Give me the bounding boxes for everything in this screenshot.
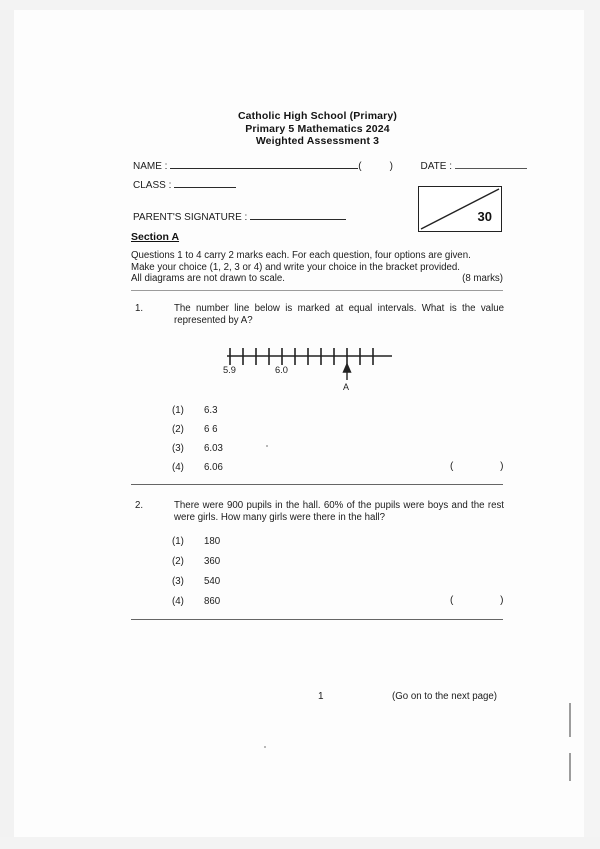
scan-artifact-mark-lower: [569, 753, 571, 781]
question-2-option-2-key: (2): [172, 556, 184, 567]
instructions-line-2: Make your choice (1, 2, 3 or 4) and write your choice in the bracket provided.: [131, 261, 461, 273]
scan-artifact-mark-upper: [569, 703, 571, 737]
question-1-option-3[interactable]: [172, 443, 223, 454]
question-1-option-4-key: (4): [172, 462, 184, 473]
parent-signature-row: [133, 210, 346, 223]
assessment-title: Weighted Assessment 3: [255, 135, 380, 147]
question-1-option-1-key: (1): [172, 405, 184, 416]
document-header: [130, 110, 505, 148]
question-2-option-4-value: 860: [204, 596, 221, 607]
question-1-answer-bracket[interactable]: ( ): [450, 461, 526, 472]
question-1-option-2-value: 6 6: [204, 424, 218, 435]
question-1-text: The number line below is marked at equal intervals. What is the value represented by A?: [174, 303, 504, 326]
name-field-row: [133, 159, 527, 172]
parent-signature-input[interactable]: [250, 210, 346, 220]
question-2-number: 2.: [135, 500, 144, 511]
question-1-option-1[interactable]: [172, 405, 217, 416]
school-name: Catholic High School (Primary): [237, 110, 398, 122]
section-marks-note: (8 marks): [462, 273, 503, 285]
question-1-option-3-key: (3): [172, 443, 184, 454]
question-2-option-2[interactable]: [172, 556, 220, 567]
divider-after-instructions: [131, 290, 503, 291]
instructions-line-1: Questions 1 to 4 carry 2 marks each. For each question, four options are given.: [131, 250, 471, 261]
page-number: 1: [318, 691, 324, 702]
question-1-number: 1.: [135, 303, 144, 314]
question-1-option-2[interactable]: [172, 424, 217, 435]
number-line-label-low: 5.9: [223, 365, 236, 375]
name-input[interactable]: [170, 159, 358, 169]
question-2-option-1-key: (1): [172, 536, 184, 547]
instructions-line-3: All diagrams are not drawn to scale.: [131, 273, 285, 285]
question-2-option-1[interactable]: [172, 536, 220, 547]
name-label: NAME :: [133, 161, 168, 172]
question-2-option-3-value: 540: [204, 576, 221, 587]
parent-signature-label: PARENT'S SIGNATURE :: [133, 212, 248, 223]
question-1-number-line-diagram: [222, 344, 397, 396]
scan-speck-lower: [264, 746, 266, 748]
subject-line: Primary 5 Mathematics 2024: [245, 122, 390, 135]
question-2-option-2-value: 360: [204, 556, 221, 567]
question-2-text: There were 900 pupils in the hall. 60% of the pupils were boys and the rest were girls. How many girls were there in the hall?: [174, 500, 504, 523]
section-a-heading: Section A: [131, 231, 180, 243]
divider-after-question-2: [131, 619, 503, 620]
question-1-option-3-value: 6.03: [204, 443, 223, 454]
number-line-pointer-label: A: [343, 382, 350, 392]
continue-note: (Go on to the next page): [392, 691, 498, 702]
question-2-option-1-value: 180: [204, 536, 221, 547]
class-input[interactable]: [174, 178, 236, 188]
divider-after-question-1: [131, 484, 503, 485]
index-open-paren: (: [358, 161, 362, 172]
total-marks-value: 30: [477, 209, 492, 224]
question-2-option-4[interactable]: [172, 596, 220, 607]
question-2-option-4-key: (4): [172, 596, 184, 607]
number-line-label-high: 6.0: [275, 365, 288, 375]
date-input[interactable]: [455, 159, 527, 169]
scan-speck-mid: [266, 445, 268, 447]
question-1-option-2-key: (2): [172, 424, 184, 435]
index-close-paren: ): [389, 161, 393, 172]
question-2-answer-bracket[interactable]: ( ): [450, 595, 526, 606]
date-label: DATE :: [420, 161, 452, 172]
number-line-svg: [222, 344, 397, 396]
class-label: CLASS :: [133, 180, 172, 191]
total-marks-box: [418, 186, 502, 232]
section-instructions: [131, 250, 503, 285]
question-2-option-3[interactable]: [172, 576, 220, 587]
question-1-option-4[interactable]: [172, 462, 223, 473]
class-field-row: [133, 178, 236, 191]
question-1-option-1-value: 6.3: [204, 405, 218, 416]
question-1-option-4-value: 6.06: [204, 462, 223, 473]
question-2-option-3-key: (3): [172, 576, 184, 587]
